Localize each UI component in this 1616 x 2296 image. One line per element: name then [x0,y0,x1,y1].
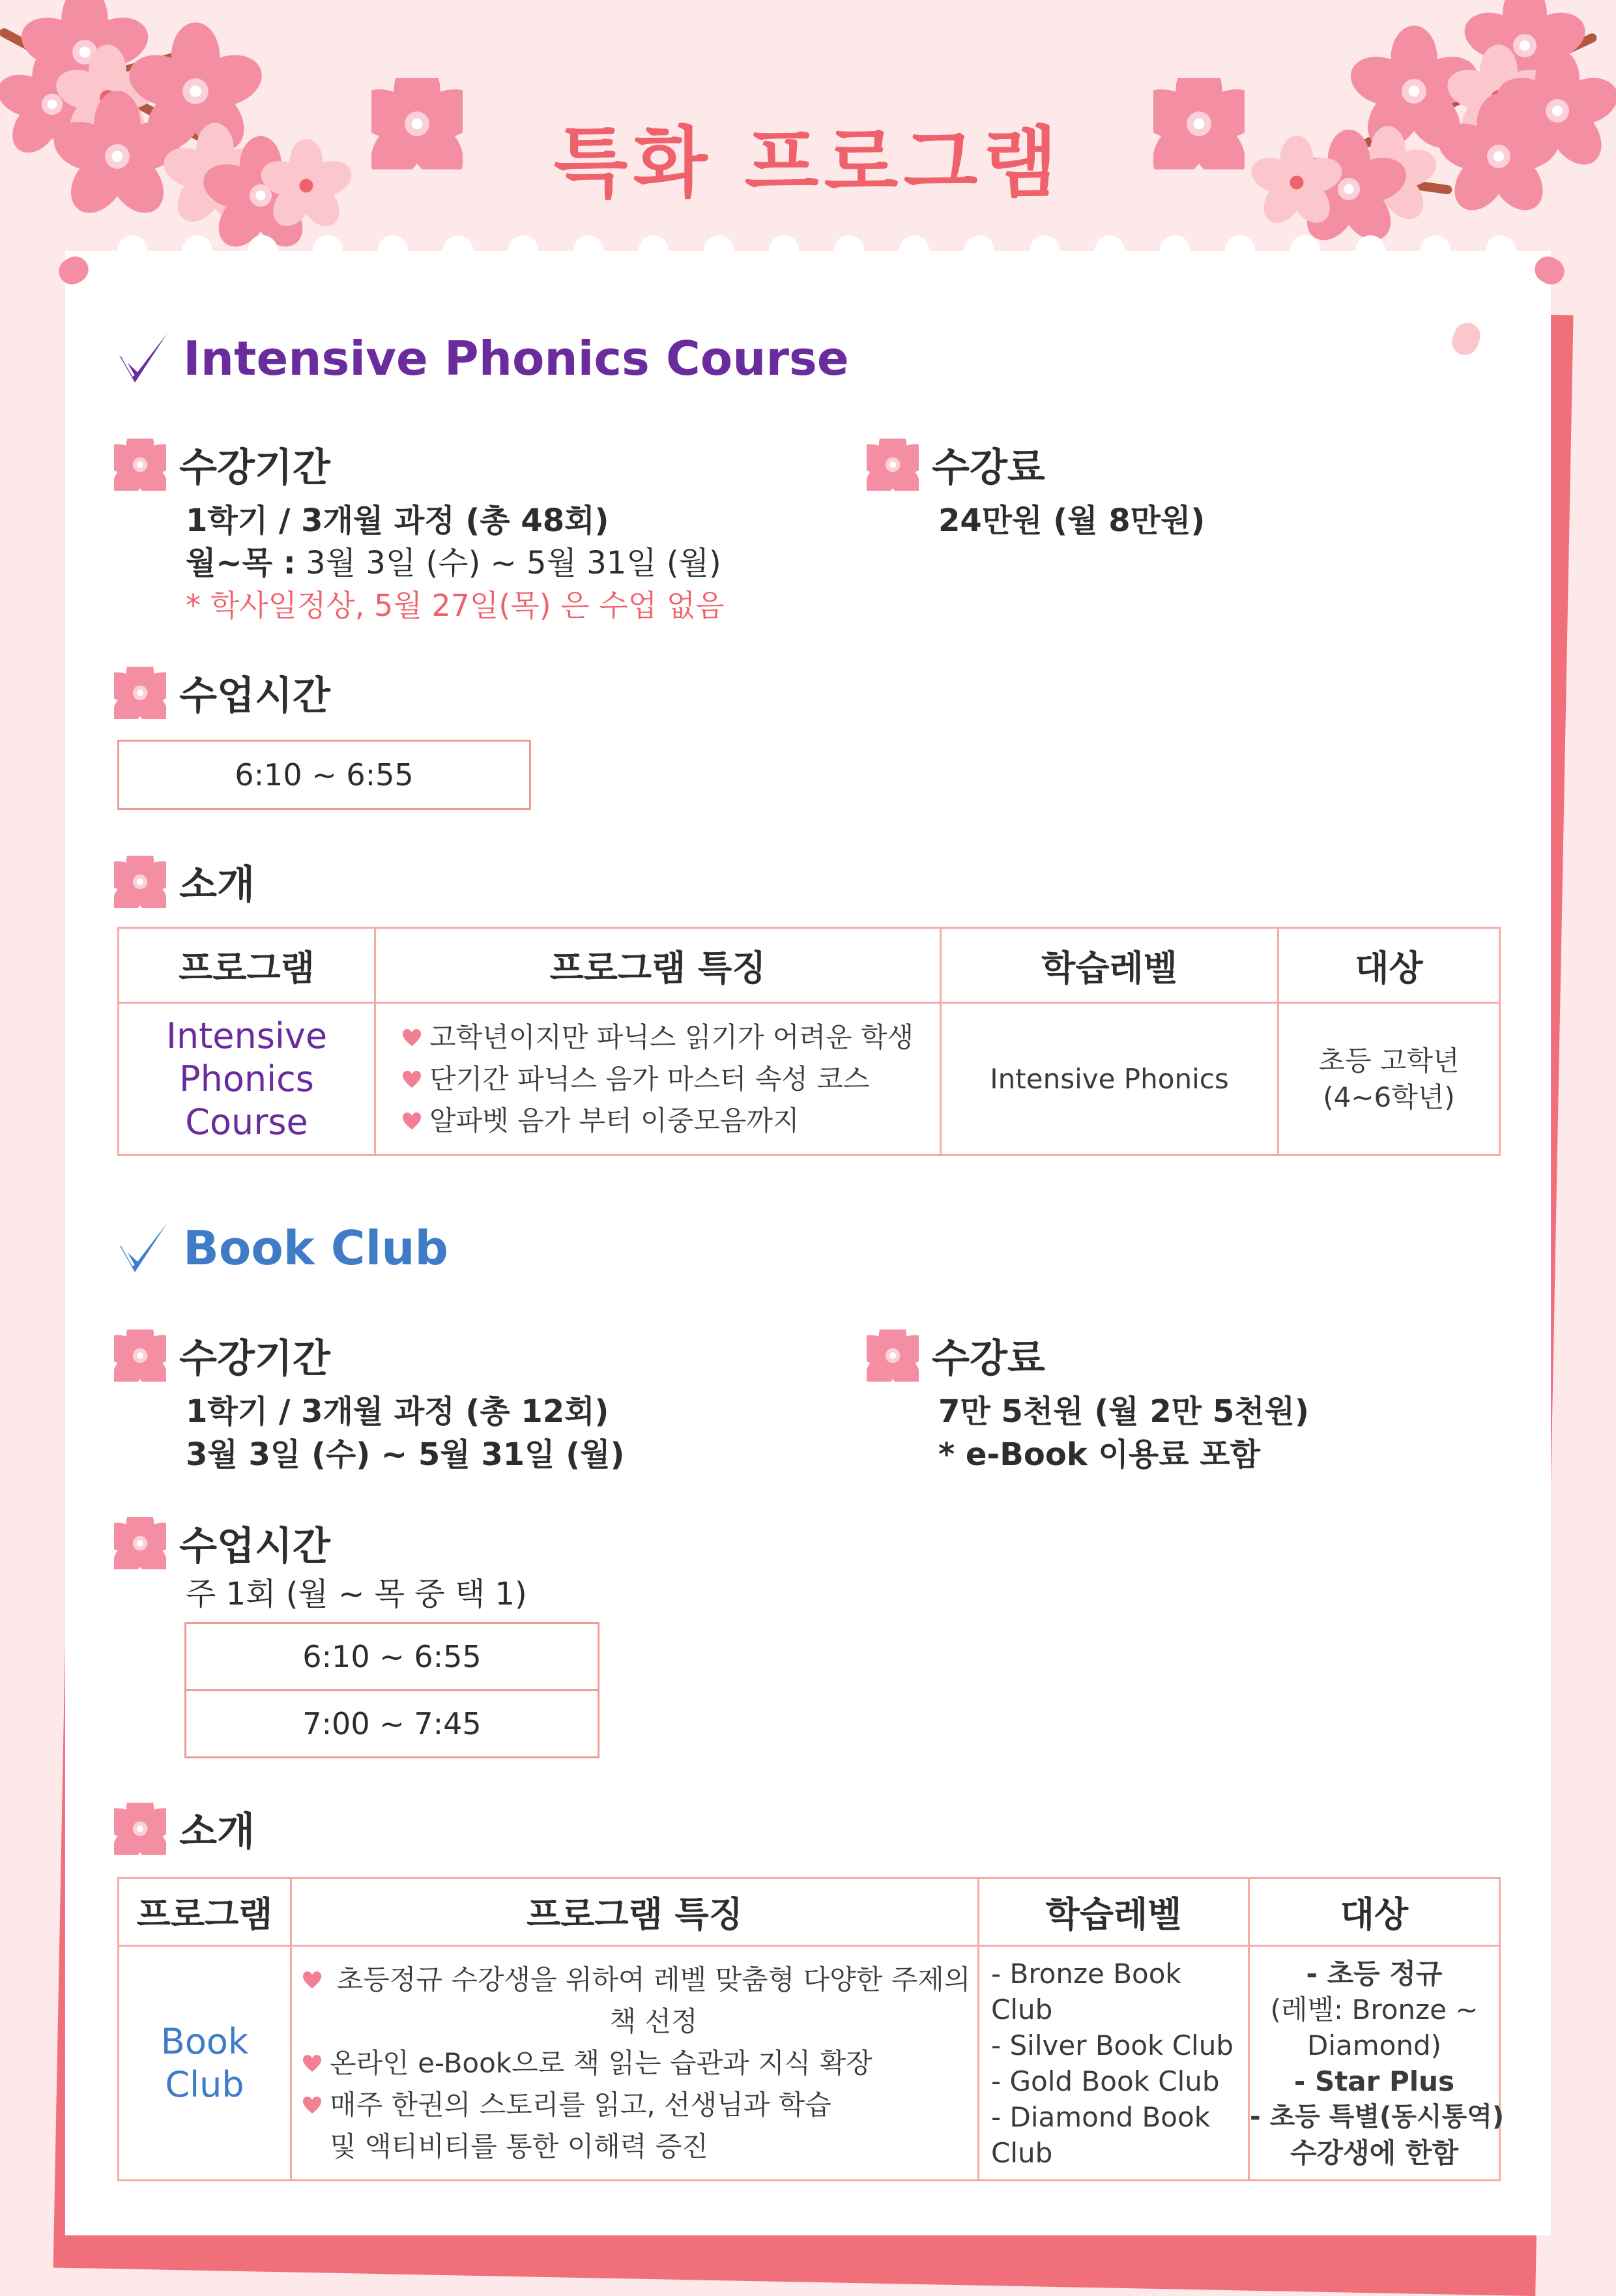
target-line: 초등 고학년 [1318,1044,1460,1077]
bookclub-period-label: 수강기간 [179,1336,330,1382]
bookclub-section-header [114,1219,448,1277]
level-cell: Intensive Phonics [941,1003,1278,1155]
tab-decor [508,235,538,281]
table-header-cell: 학습레벨 [941,928,1278,1003]
heart-bullet-icon [302,1971,322,1990]
heart-bullet-icon [302,2096,322,2115]
table-header-cell: 학습레벨 [979,1878,1249,1946]
phonics-period-label-row [114,437,330,493]
feature-item [402,1017,940,1058]
tab-decor [443,235,473,281]
bookclub-time-label: 수업시간 [179,1524,330,1569]
tab-decor [248,235,278,281]
tab-decor [1530,252,1569,289]
bookclub-period-line2: 3월 3일 (수) ~ 5월 31일 (월) [186,1436,625,1473]
cherry-blossom-icon [114,1517,166,1569]
cherry-blossom-icon [867,439,919,491]
phonics-section-header [114,329,849,388]
cherry-blossom-icon [114,667,166,719]
bookclub-intro-label: 소개 [179,1809,255,1855]
checkmark-icon [114,1219,173,1277]
target-line: 수강생에 한함 [1290,2136,1459,2169]
table-header-row [119,1878,1500,1946]
program-name-line: Club [165,2063,244,2105]
feature-text: 및 액티비티를 통한 이해력 증진 [330,2130,708,2162]
program-name-line: Intensive [166,1015,328,1056]
feature-text: 매주 한권의 스토리를 읽고, 선생님과 학습 [330,2088,831,2121]
phonics-period-dates: 3월 3일 (수) ~ 5월 31일 (월) [306,545,721,581]
phonics-fee-line1: 24만원 (월 8만원) [938,502,1205,539]
feature-text: 알파벳 음가 부터 이중모음까지 [429,1104,800,1137]
table-header-row [119,928,1500,1003]
phonics-period-days: 월~목 : [186,545,296,581]
level-line: - Silver Book Club [991,2029,1234,2061]
table-header-cell: 프로그램 특징 [291,1878,979,1946]
cherry-blossom-icon [867,1330,919,1382]
target-line: - 초등 정규 [1306,1957,1443,1990]
tab-decor [899,235,929,281]
feature-item [302,2126,977,2168]
tab-decor [378,235,408,281]
bookclub-time-slot: 7:00 ~ 7:45 [184,1689,599,1758]
content-card [65,251,1551,2235]
phonics-time-label: 수업시간 [179,673,330,719]
bookclub-period-line1: 1학기 / 3개월 과정 (총 12회) [186,1393,609,1430]
level-line: - Diamond Book Club [991,2100,1211,2169]
phonics-fee-label: 수강료 [932,445,1045,491]
tab-decor [54,252,93,289]
tab-decor [639,235,669,281]
bookclub-fee-line1: 7만 5천원 (월 2만 5천원) [938,1393,1309,1430]
petal-decor [1449,319,1484,359]
feature-item [402,1100,940,1142]
feature-text: 온라인 e-Book으로 책 읽는 습관과 지식 확장 [330,2046,873,2079]
tab-decor [704,235,734,281]
bookclub-fee-label: 수강료 [932,1336,1045,1382]
phonics-intro-table [117,927,1501,1156]
tab-decor [117,235,147,281]
level-cell [979,1946,1249,2181]
cherry-blossom-icon [114,1330,166,1382]
program-name-line: Book [160,2020,249,2062]
checkmark-icon [114,329,173,388]
feature-text: 단기간 파닉스 음가 마스터 속성 코스 [429,1062,870,1095]
phonics-time-slot: 6:10 ~ 6:55 [117,740,531,810]
target-cell [1278,1003,1500,1155]
phonics-fee-label-row [867,437,1045,493]
feature-item [302,2042,977,2084]
level-line: - Bronze Book Club [991,1957,1181,2026]
phonics-period-line2 [186,538,721,583]
target-cell [1249,1946,1505,2181]
bookclub-period-label-row [114,1328,330,1384]
bookclub-time-slot: 6:10 ~ 6:55 [184,1622,599,1691]
feature-item [302,2084,977,2126]
phonics-intro-label-row [114,854,255,910]
cherry-blossom-icon [114,1803,166,1855]
tab-decor [182,235,212,281]
tab-decor [313,235,343,281]
phonics-period-note: * 학사일정상, 5월 27일(목) 은 수업 없음 [186,588,725,623]
heart-bullet-icon [402,1070,422,1090]
table-header-cell: 대상 [1249,1878,1500,1946]
feature-item [302,1959,977,2042]
feature-item [402,1058,940,1100]
target-line: (4~6학년) [1323,1081,1455,1113]
program-name-cell [119,1003,375,1155]
target-line: - Star Plus [1293,2065,1455,2097]
cherry-blossom-icon [114,856,166,908]
bookclub-fee-line2: * e-Book 이용료 포함 [938,1436,1261,1473]
table-row [119,1003,1500,1155]
table-header-cell: 프로그램 [119,1878,291,1946]
heart-bullet-icon [402,1028,422,1048]
tab-decor [1355,235,1385,281]
phonics-period-line1: 1학기 / 3개월 과정 (총 48회) [186,502,609,539]
cherry-blossom-icon [114,439,166,491]
table-header-cell: 프로그램 특징 [375,928,941,1003]
tab-decor [1030,235,1060,281]
target-line: - 초등 특별(동시통역) [1250,2101,1505,2132]
phonics-intro-label: 소개 [179,862,255,908]
bookclub-fee-label-row [867,1328,1045,1384]
feature-text: 초등정규 수강생을 위하여 레벨 맞춤형 다양한 주제의 책 선정 [336,1963,971,2037]
tab-decor [1095,235,1125,281]
tab-decor [834,235,864,281]
tab-decor [1421,235,1450,281]
table-header-cell: 프로그램 [119,928,375,1003]
page-title: 특화 프로그램 [553,118,1063,208]
heart-bullet-icon [302,2054,322,2074]
tab-decor [1160,235,1190,281]
target-line: Diamond) [1306,2029,1442,2061]
program-name-cell [119,1946,291,2181]
features-cell [291,1946,979,2181]
program-name-line: Course [185,1101,308,1142]
heart-bullet-icon [402,1112,422,1131]
table-row [119,1946,1500,2181]
tab-decor [1486,235,1516,281]
tab-decor [964,235,994,281]
phonics-period-label: 수강기간 [179,445,330,491]
bookclub-intro-label-row [114,1801,255,1857]
bookclub-title: Book Club [183,1221,449,1275]
bookclub-time-label-row [114,1515,330,1571]
tab-decor [769,235,799,281]
tab-decor [573,235,603,281]
table-header-cell: 대상 [1278,928,1500,1003]
tab-decor [1225,235,1255,281]
features-cell [375,1003,941,1155]
level-line: - Gold Book Club [991,2065,1220,2097]
phonics-time-label-row [114,665,330,721]
bookclub-time-sub: 주 1회 (월 ~ 목 중 택 1) [186,1576,527,1612]
phonics-title: Intensive Phonics Course [183,331,849,386]
target-line: (레벨: Bronze ~ [1270,1993,1479,2026]
tab-decor [1290,235,1320,281]
program-name-line: Phonics [179,1058,314,1099]
feature-text: 고학년이지만 파닉스 읽기가 어려운 학생 [429,1021,914,1053]
bookclub-intro-table [117,1877,1505,2181]
